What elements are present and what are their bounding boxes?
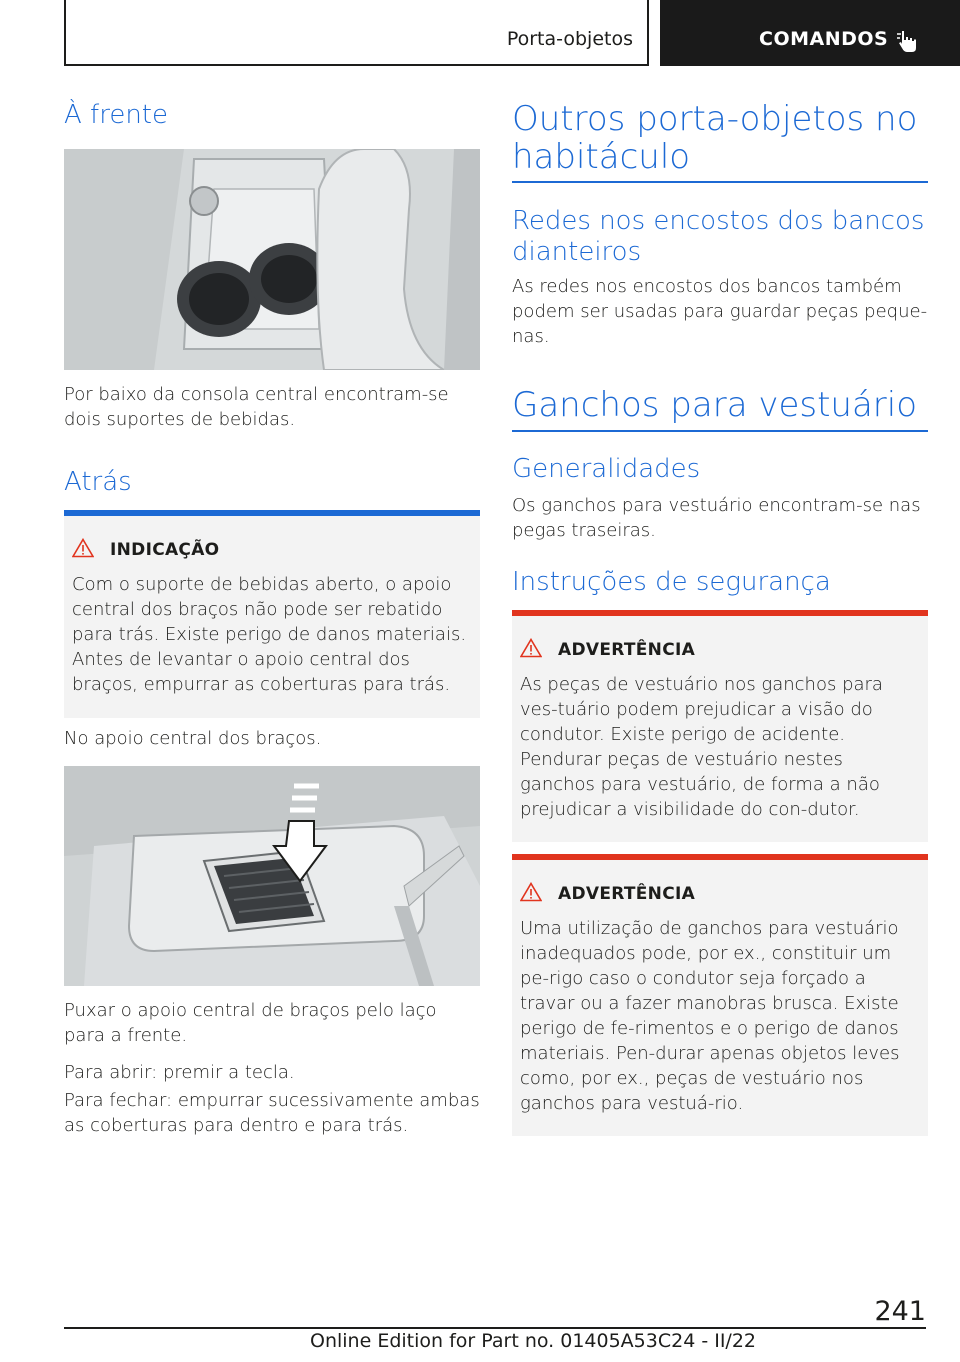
header-section-box: [64, 0, 649, 66]
pointing-hand-icon: [896, 28, 922, 54]
warning-title: ADVERTÊNCIA: [558, 884, 696, 904]
warning-bar: [512, 610, 928, 616]
rear-p2: Para abrir: premir a tecla.: [64, 1062, 295, 1083]
notice-bar: [64, 510, 480, 516]
warning-triangle-icon: [72, 538, 94, 558]
header-chapter-tab: [660, 0, 960, 66]
warning-text: Uma utilização de ganchos para vestuário inadequados pode, por ex., constituir um pe-rigo caso o condutor seja forçado a travar ou a fazer manobras brusca. Existe perigo de fe-rimentos e o perigo de danos materiais. Pen-durar apenas objetos leves como, por ex., peças de vestuário nos ganchos para vestuá-rio.: [520, 918, 900, 1114]
rear-intro: No apoio central dos braços.: [64, 728, 322, 749]
nets-text: As redes nos encostos dos bancos também podem ser usadas para guardar peças peque-nas.: [512, 276, 928, 347]
heading-hooks: Ganchos para vestuário: [512, 385, 918, 425]
general-text: Os ganchos para vestuário encontram-se nas pegas traseiras.: [512, 495, 921, 541]
warning-bar: [512, 854, 928, 860]
notice-text: Com o suporte de bebidas aberto, o apoio central dos braços não pode ser rebatido para trás. Existe perigo de danos materiais. Antes de levantar o apoio central dos braços, empurrar as coberturas para trás.: [72, 574, 467, 695]
warning-title: ADVERTÊNCIA: [558, 640, 696, 660]
warning-text: As peças de vestuário nos ganchos para ves-tuário podem prejudicar a visão do condutor. Existe perigo de acidente. Pendurar peças de vestuário nestes ganchos para vestuário, de forma a não prejudicar a visibilidade do con-dutor.: [520, 674, 883, 820]
heading-rule: [512, 181, 928, 183]
page-number: 241: [874, 1296, 926, 1327]
subheading-safety: Instruções de segurança: [512, 567, 831, 597]
cupholder-image: [64, 149, 480, 370]
footer-edition: Online Edition for Part no. 01405A53C24 - II/22: [310, 1330, 757, 1352]
warning-triangle-icon: [520, 882, 542, 902]
front-caption: Por baixo da consola central encontram-se dois suportes de bebidas.: [64, 384, 449, 430]
armrest-image: [64, 766, 480, 986]
warning-box-2: [512, 854, 928, 1136]
warning-triangle-icon: [520, 638, 542, 658]
heading-rear: Atrás: [64, 467, 132, 497]
notice-title: INDICAÇÃO: [110, 540, 220, 560]
heading-rule: [512, 430, 928, 432]
rear-p3: Para fechar: empurrar sucessivamente ambas as coberturas para dentro e para trás.: [64, 1090, 480, 1136]
warning-box-1: [512, 610, 928, 842]
subheading-general: Generalidades: [512, 454, 701, 484]
header-chapter-title: COMANDOS: [759, 28, 889, 50]
notice-box: [64, 510, 480, 718]
rear-p1: Puxar o apoio central de braços pelo laço para a frente.: [64, 1000, 437, 1046]
subheading-nets: Redes nos encostos dos bancos dianteiros: [512, 206, 925, 267]
footer-rule: [64, 1327, 926, 1329]
heading-storage: Outros porta-objetos no habitáculo: [512, 99, 918, 178]
header-section-title: Porta-objetos: [506, 28, 633, 50]
heading-front: À frente: [64, 100, 168, 130]
